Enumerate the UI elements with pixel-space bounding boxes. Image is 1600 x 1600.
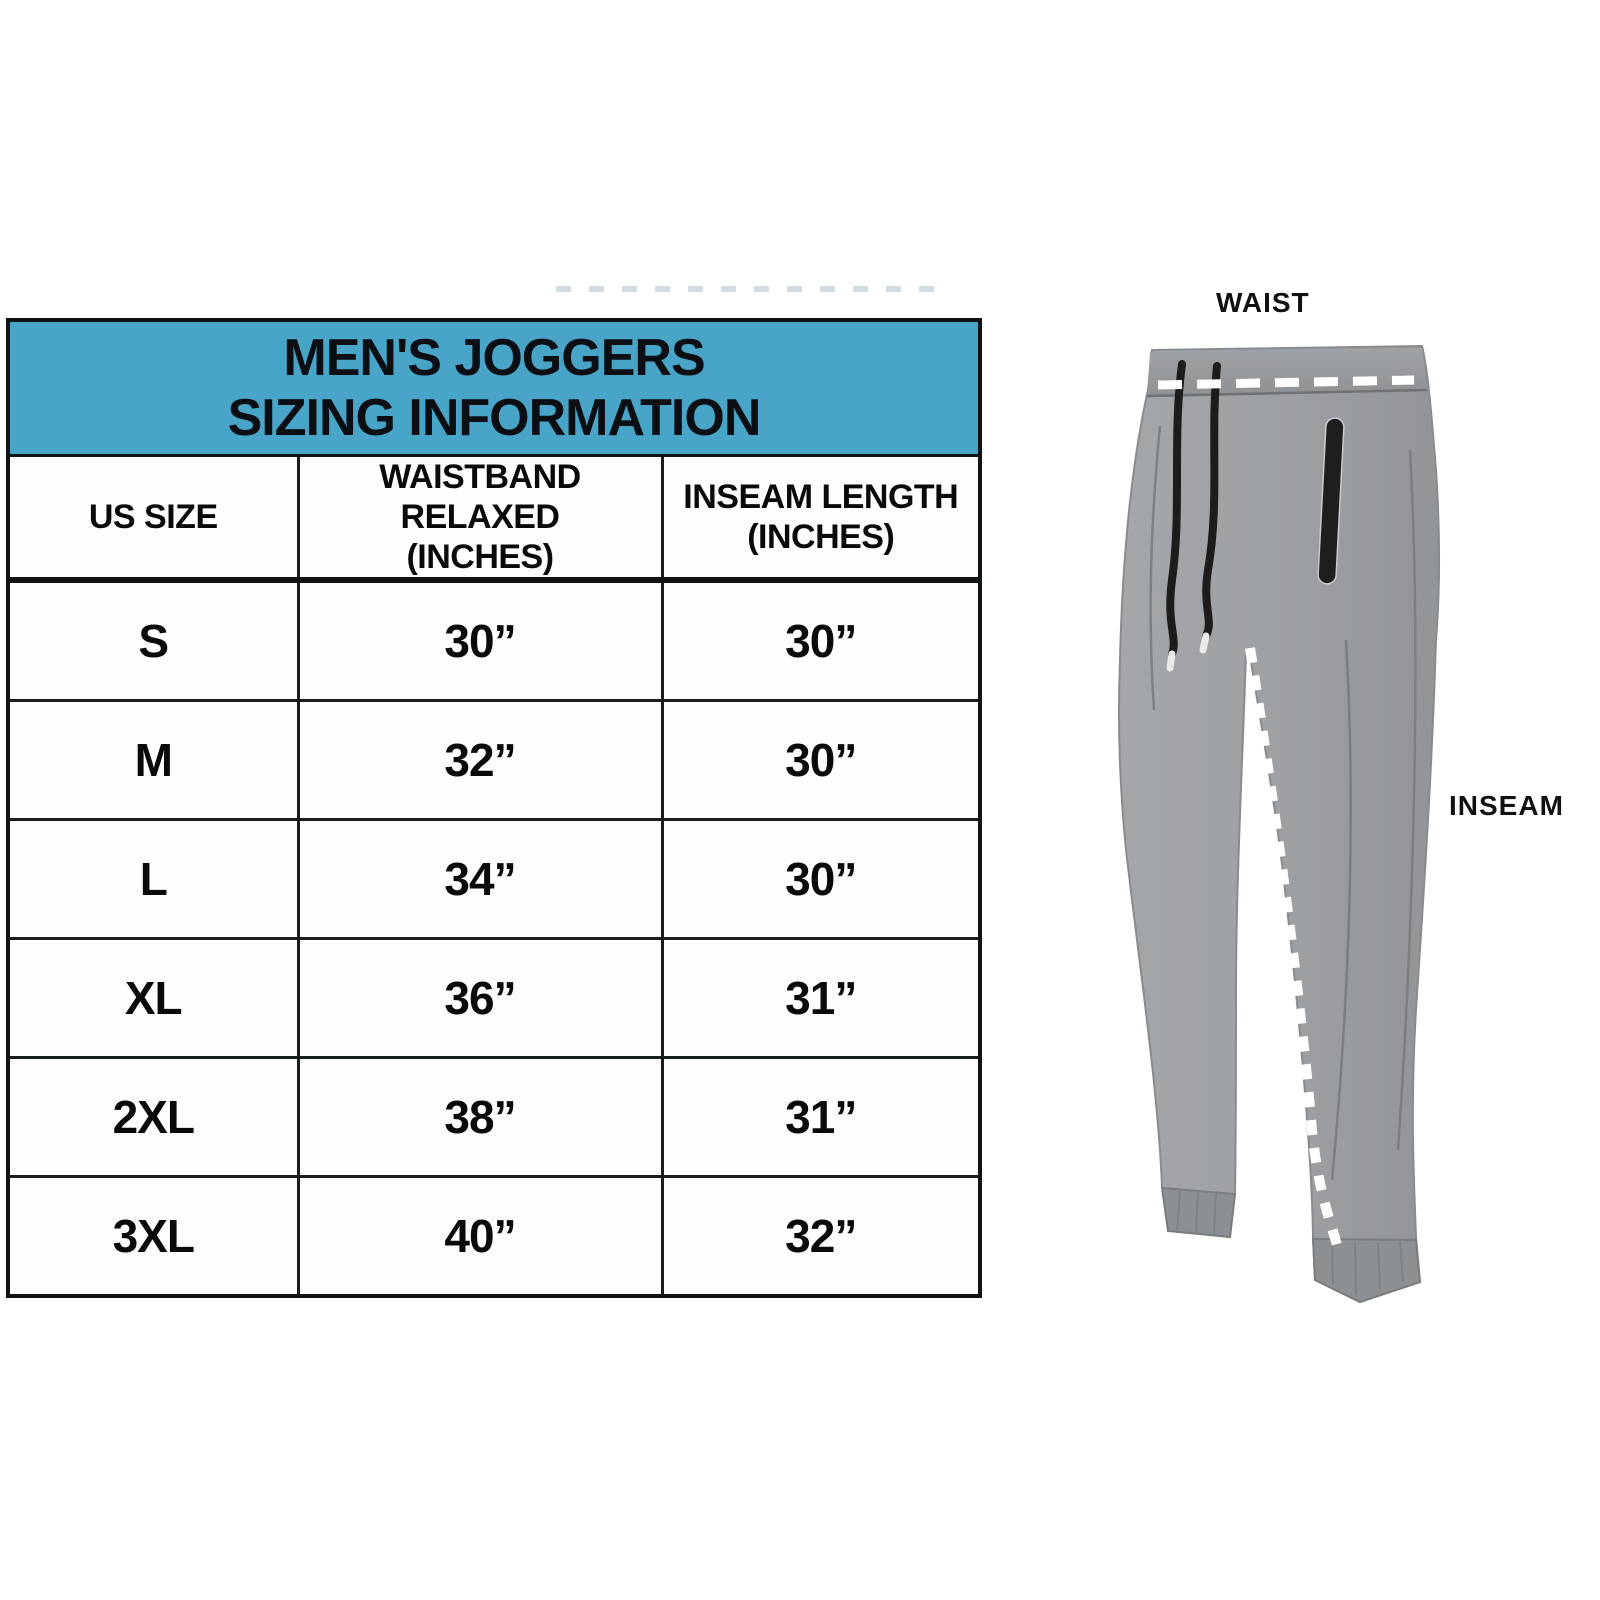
- inseam-cell: 32”: [662, 1177, 980, 1297]
- waistband-cell: 32”: [298, 701, 662, 820]
- cropped-text-remnant: [556, 286, 936, 292]
- table-title-line1: MEN'S JOGGERS: [283, 329, 705, 387]
- waistband-cell: 40”: [298, 1177, 662, 1297]
- left-ankle-cuff: [1162, 1188, 1235, 1237]
- size-cell: XL: [8, 939, 298, 1058]
- column-header-text: US SIZE: [88, 498, 218, 536]
- table-row: [8, 1177, 980, 1297]
- joggers-photo: [1060, 330, 1580, 1330]
- size-cell: S: [8, 580, 298, 701]
- table-column-header-row: [8, 456, 980, 581]
- table-row: [8, 1058, 980, 1177]
- column-header-text: WAISTBAND RELAXED: [379, 458, 581, 536]
- inseam-cell: 31”: [662, 1058, 980, 1177]
- sizing-table: [6, 318, 982, 1298]
- table-row: [8, 939, 980, 1058]
- waist-measure-label: WAIST: [1216, 287, 1310, 318]
- waistband: [1147, 348, 1427, 396]
- waistband-cell: 34”: [298, 820, 662, 939]
- inseam-measure-label: INSEAM: [1449, 790, 1564, 821]
- size-cell: 2XL: [8, 1058, 298, 1177]
- right-ankle-cuff: [1313, 1239, 1420, 1302]
- table-title-line2: SIZING INFORMATION: [227, 389, 761, 447]
- table-title: [8, 320, 980, 456]
- inseam-cell: 30”: [662, 580, 980, 701]
- inseam-cell: 31”: [662, 939, 980, 1058]
- column-header-inseam: [662, 456, 980, 581]
- column-header-text: INSEAM LENGTH: [683, 478, 959, 516]
- table-row: [8, 580, 980, 701]
- waistband-cell: 36”: [298, 939, 662, 1058]
- waistband-cell: 38”: [298, 1058, 662, 1177]
- size-cell: 3XL: [8, 1177, 298, 1297]
- column-header-us-size: [8, 456, 298, 581]
- inseam-cell: 30”: [662, 701, 980, 820]
- size-cell: M: [8, 701, 298, 820]
- size-cell: L: [8, 820, 298, 939]
- table-row: [8, 820, 980, 939]
- table-title-row: [8, 320, 980, 456]
- column-header-text2: (INCHES): [406, 538, 554, 576]
- column-header-waistband: [298, 456, 662, 581]
- inseam-cell: 30”: [662, 820, 980, 939]
- column-header-text2: (INCHES): [747, 518, 895, 556]
- waistband-cell: 30”: [298, 580, 662, 701]
- table-row: [8, 701, 980, 820]
